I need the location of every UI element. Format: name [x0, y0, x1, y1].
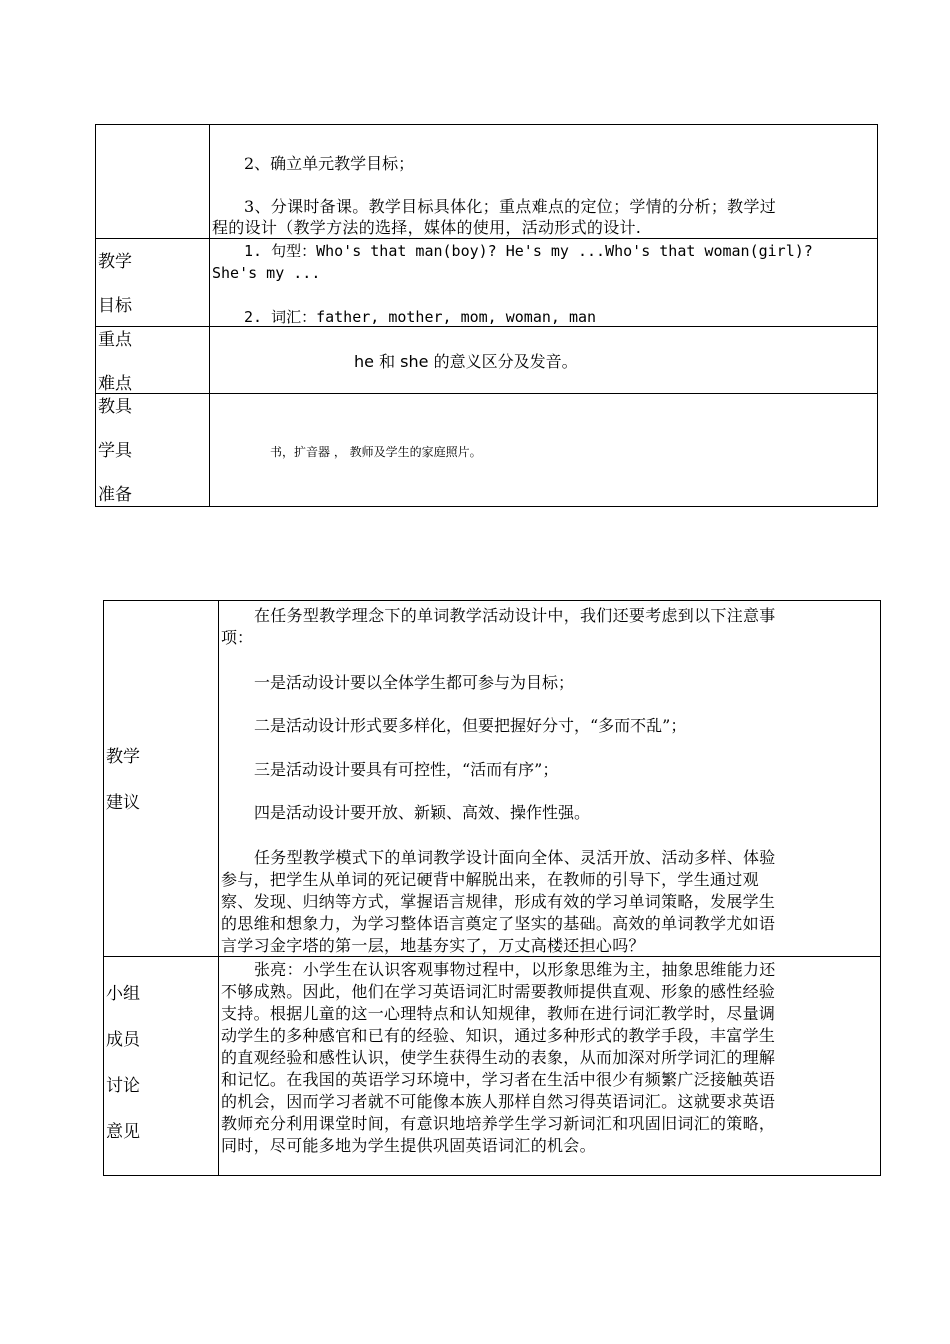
key-points-text: he 和 she 的意义区分及发音。 [354, 352, 578, 371]
tools-label-3: 准备 [98, 485, 132, 505]
key-points-row [96, 326, 877, 394]
tools-row [96, 393, 877, 505]
vocabulary-line: 2. 词汇：father, mother, mom, woman, man [244, 308, 597, 326]
discussion-line: 同时，尽可能多地为学生提供巩固英语词汇的机会。 [221, 1136, 596, 1155]
discussion-line: 的直观经验和感性认识，使学生获得生动的表象，从而加深对所学词汇的理解 [221, 1048, 776, 1067]
discussion-label-2: 成员 [106, 1030, 140, 1050]
discussion-line: 的机会，因而学习者就不可能像本族人那样自然习得英语词汇。这就要求英语 [221, 1092, 776, 1111]
lesson-plan-table [95, 124, 878, 507]
discussion-line: 动学生的多种感官和已有的经验、知识，通过多种形式的教学手段，丰富学生 [221, 1026, 776, 1045]
objectives-label-1: 教学 [98, 252, 132, 272]
summary-line: 任务型教学模式下的单词教学设计面向全体、灵活开放、活动多样、体验 [254, 848, 776, 867]
sentence-pattern-line2: She's my ... [212, 264, 321, 282]
discussion-label-4: 意见 [106, 1122, 140, 1142]
discussion-line: 支持。根据儿童的这一心理特点和认知规律，教师在进行词汇教学时，尽量调 [221, 1004, 776, 1023]
prep-step-3-line1: 3、分课时备课。教学目标具体化；重点难点的定位；学情的分析；教学过 [244, 197, 777, 216]
discussion-label-1: 小组 [106, 984, 140, 1004]
point-1: 一是活动设计要以全体学生都可参与为目标； [254, 673, 575, 692]
discussion-row [104, 956, 880, 1175]
tools-text: 书，扩音器 ， 教师及学生的家庭照片。 [270, 445, 482, 459]
discussion-label-3: 讨论 [106, 1076, 140, 1096]
tools-label-1: 教具 [98, 397, 132, 417]
discussion-line: 张亮：小学生在认识客观事物过程中，以形象思维为主，抽象思维能力还 [254, 960, 776, 979]
tools-label-2: 学具 [98, 441, 132, 461]
intro-line2: 项： [221, 628, 254, 647]
discussion-line: 教师充分利用课堂时间，有意识地培养学生学习新词汇和巩固旧词汇的策略， [221, 1114, 776, 1133]
suggestions-label-2: 建议 [106, 793, 140, 813]
point-3: 三是活动设计要具有可控性，“活而有序”； [254, 760, 559, 779]
summary-line: 的思维和想象力，为学习整体语言奠定了坚实的基础。高效的单词教学尤如语 [221, 914, 776, 933]
column-divider [209, 125, 210, 506]
prep-step-3-line2: 程的设计（教学方法的选择，媒体的使用，活动形式的设计. [212, 218, 642, 237]
key-points-label-2: 难点 [98, 374, 132, 394]
summary-line: 察、发现、归纳等方式，掌握语言规律，形成有效的学习单词策略，发展学生 [221, 892, 776, 911]
point-4: 四是活动设计要开放、新颖、高效、操作性强。 [254, 803, 591, 822]
summary-line: 参与，把学生从单词的死记硬背中解脱出来，在教师的引导下，学生通过观 [221, 870, 759, 889]
point-2: 二是活动设计形式要多样化，但要把握好分寸，“多而不乱”； [254, 716, 687, 735]
intro-line1: 在任务型教学理念下的单词教学活动设计中，我们还要考虑到以下注意事 [254, 606, 776, 625]
objectives-label-2: 目标 [98, 296, 132, 316]
discussion-line: 和记忆。在我国的英语学习环境中，学习者在生活中很少有频繁广泛接触英语 [221, 1070, 776, 1089]
suggestions-label-1: 教学 [106, 747, 140, 767]
key-points-label-1: 重点 [98, 330, 132, 350]
objectives-row [96, 238, 877, 326]
sentence-pattern-line1: 1. 句型：Who's that man(boy)? He's my ...Who's that woman(girl)? [244, 242, 813, 260]
prep-step-2: 2、确立单元教学目标； [244, 154, 415, 173]
suggestions-table [103, 600, 881, 1176]
summary-line: 言学习金字塔的第一层，地基夯实了，万丈高楼还担心吗？ [221, 936, 645, 955]
discussion-line: 不够成熟。因此，他们在学习英语词汇时需要教师提供直观、形象的感性经验 [221, 982, 776, 1001]
